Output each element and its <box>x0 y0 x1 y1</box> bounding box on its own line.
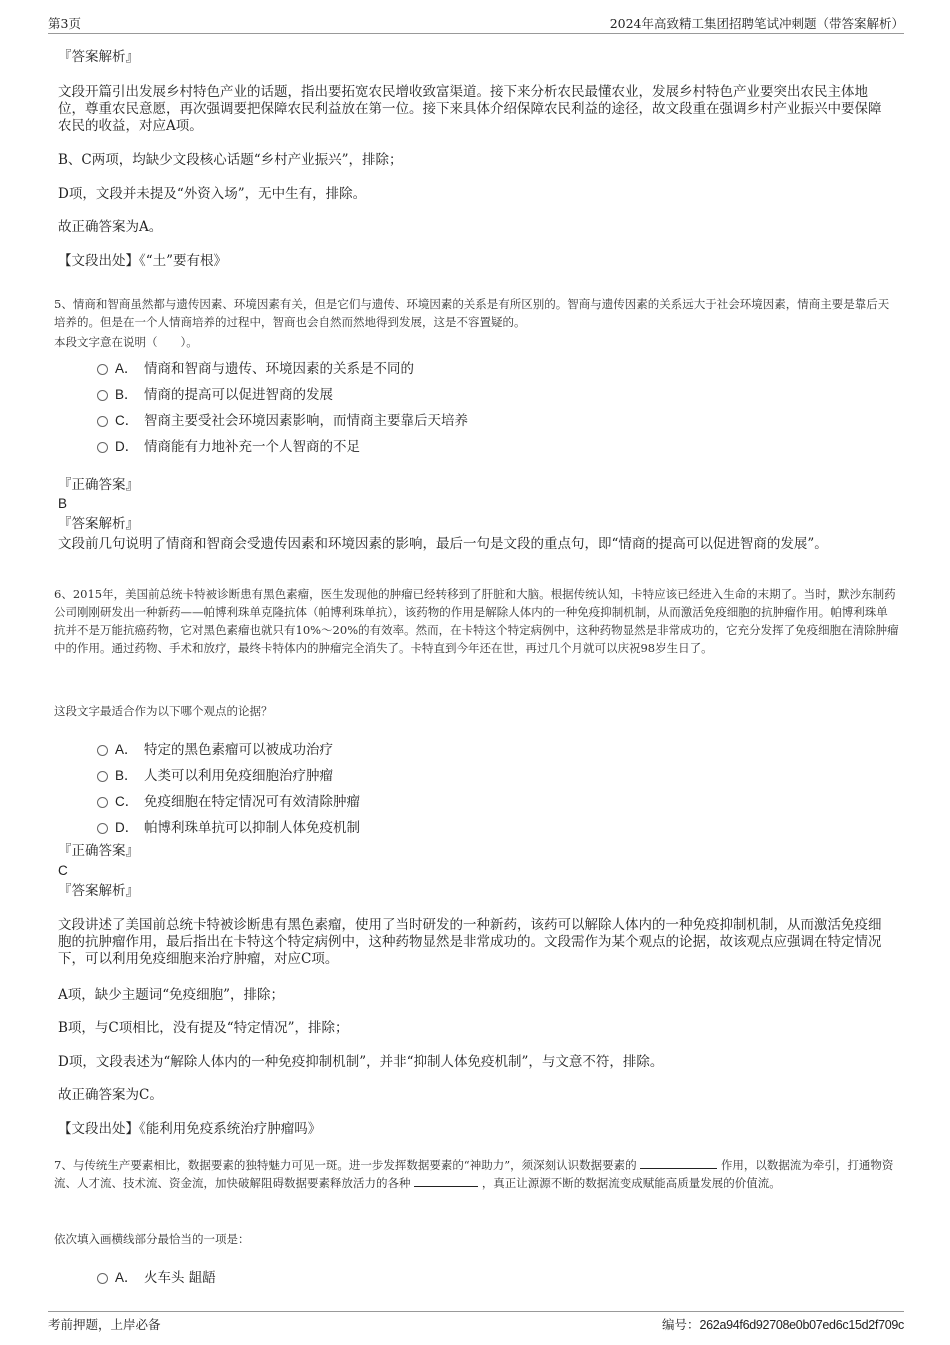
q6-prompt: 这段文字最适合作为以下哪个观点的论据？ <box>54 704 273 718</box>
q6-option-a[interactable]: A． 特定的黑色素瘤可以被成功治疗 <box>97 738 333 758</box>
q4-analysis-p2: B、C两项，均缺少文段核心话题“乡村产业振兴”，排除； <box>58 152 403 168</box>
footer-slogan: 考前押题，上岸必备 <box>48 1317 161 1332</box>
footer-code: 编号：262a94f6d92708e0b07ed6c15d2f709c <box>661 1317 904 1332</box>
radio-icon[interactable] <box>97 416 108 427</box>
radio-icon[interactable] <box>97 797 108 808</box>
q6-analysis-p1: 文段讲述了美国前总统卡特被诊断患有黑色素瘤，使用了当时研发的一种新药，该药可以解除人体内的一种免疫抑制机制，从而激活免疫细胞的抗肿瘤作用，最后指出在卡特这个特定病例中，这种药物显然是非常成功的。文段需作为某个观点的论据，故该观点应强调在特定情况下，可以利用免疫细胞来治疗肿瘤，对应C项。 <box>58 917 882 967</box>
radio-icon[interactable] <box>97 442 108 453</box>
q4-analysis-label: 『答案解析』 <box>58 49 139 65</box>
q5-answer-label: 『正确答案』 <box>58 477 139 493</box>
radio-icon[interactable] <box>97 823 108 834</box>
q5-option-a[interactable]: A． 情商和智商与遗传、环境因素的关系是不同的 <box>97 357 414 377</box>
radio-icon[interactable] <box>97 771 108 782</box>
q5-analysis: 文段前几句说明了情商和智商会受遗传因素和环境因素的影响，最后一句是文段的重点句，即“情商的提高可以促进智商的发展”。 <box>58 536 828 552</box>
q5-prompt: 本段文字意在说明（ ）。 <box>54 335 198 349</box>
q5-stem: 5、情商和智商虽然都与遗传因素、环境因素有关，但是它们与遗传、环境因素的关系是有所区别的。智商与遗传因素的关系远大于社会环境因素，情商主要是靠后天培养的。但是在一个人情商培养的过程中，智商也会自然而然地得到发展，这是不容置疑的。 <box>54 297 890 329</box>
q6-option-c[interactable]: C． 免疫细胞在特定情况可有效清除肿瘤 <box>97 790 360 810</box>
q6-analysis-p2: A项，缺少主题词“免疫细胞”，排除； <box>58 987 285 1003</box>
q4-analysis-p1: 文段开篇引出发展乡村特色产业的话题，指出要拓宽农民增收致富渠道。接下来分析农民最懂农业，发展乡村特色产业要突出农民主体地位，尊重农民意愿，再次强调要把保障农民利益放在第一位。接下来具体介绍保障农民利益的途径，故文段重在强调乡村产业振兴中要保障农民的收益，对应A项。 <box>58 84 882 134</box>
q6-analysis-p3: B项，与C项相比，没有提及“特定情况”，排除； <box>58 1020 349 1036</box>
radio-icon[interactable] <box>97 390 108 401</box>
q6-analysis-p4: D项，文段表述为“解除人体内的一种免疫抑制机制”，并非“抑制人体免疫机制”，与文意不符，排除。 <box>58 1054 664 1070</box>
q4-analysis-p4: 故正确答案为A。 <box>58 219 163 235</box>
q7-prompt: 依次填入画横线部分最恰当的一项是： <box>54 1232 250 1246</box>
radio-icon[interactable] <box>97 745 108 756</box>
q6-option-d[interactable]: D． 帕博利珠单抗可以抑制人体免疫机制 <box>97 816 360 836</box>
q5-option-b[interactable]: B． 情商的提高可以促进智商的发展 <box>97 383 333 403</box>
q7-blank-1 <box>640 1167 717 1169</box>
q7-option-a[interactable]: A． 火车头 龃龉 <box>97 1266 216 1286</box>
q6-source: 【文段出处】《能利用免疫系统治疗肿瘤吗》 <box>58 1121 322 1137</box>
q5-analysis-label: 『答案解析』 <box>58 516 139 532</box>
q6-analysis-p5: 故正确答案为C。 <box>58 1087 163 1103</box>
radio-icon[interactable] <box>97 1273 108 1284</box>
q7-stem: 7、与传统生产要素相比，数据要素的独特魅力可见一斑。进一步发挥数据要素的“神助力”，须深刻认识数据要素的 作用，以数据流为牵引，打通物资流、人才流、技术流、资金流，加快破解阻碍数据要素释放活力的各种 ，真正让源源不断的数据流变成赋能高质量发展的价值流。 <box>54 1158 894 1190</box>
page-number: 第3页 <box>48 16 81 31</box>
q5-answer: B <box>58 496 68 511</box>
q7-blank-2 <box>414 1185 478 1187</box>
document-title: 2024年高致精工集团招聘笔试冲刺题（带答案解析） <box>609 16 904 31</box>
q6-option-b[interactable]: B． 人类可以利用免疫细胞治疗肿瘤 <box>97 764 333 784</box>
page-header <box>48 14 904 34</box>
radio-icon[interactable] <box>97 364 108 375</box>
q6-analysis-label: 『答案解析』 <box>58 883 139 899</box>
q6-answer-label: 『正确答案』 <box>58 843 139 859</box>
q5-option-d[interactable]: D． 情商能有力地补充一个人智商的不足 <box>97 435 360 455</box>
q4-analysis-p3: D项，文段并未提及“外资入场”，无中生有，排除。 <box>58 186 367 202</box>
q6-answer: C <box>58 863 68 878</box>
page-footer <box>48 1311 904 1333</box>
q5-option-c[interactable]: C． 智商主要受社会环境因素影响，而情商主要靠后天培养 <box>97 409 468 429</box>
q6-stem: 6、2015年，美国前总统卡特被诊断患有黑色素瘤，医生发现他的肿瘤已经转移到了肝脏和大脑。根据传统认知，卡特应该已经进入生命的末期了。当时，默沙东制药公司刚刚研发出一种新药——帕博利珠单克隆抗体（帕博利珠单抗），该药物的作用是解除人体内的一种免疫抑制机制，从而激活免疫细胞的抗肿瘤作用。帕博利珠单抗并不是万能抗癌药物，它对黑色素瘤也就只有10%～20%的有效率。然而，在卡特这个特定病例中，这种药物显然是非常成功的，它充分发挥了免疫细胞在清除肿瘤中的作用。通过药物、手术和放疗，最终卡特体内的肿瘤完全消失了。卡特直到今年还在世，再过几个月就可以庆祝98岁生日了。 <box>54 587 899 655</box>
q4-source: 【文段出处】《“土”要有根》 <box>58 253 228 269</box>
